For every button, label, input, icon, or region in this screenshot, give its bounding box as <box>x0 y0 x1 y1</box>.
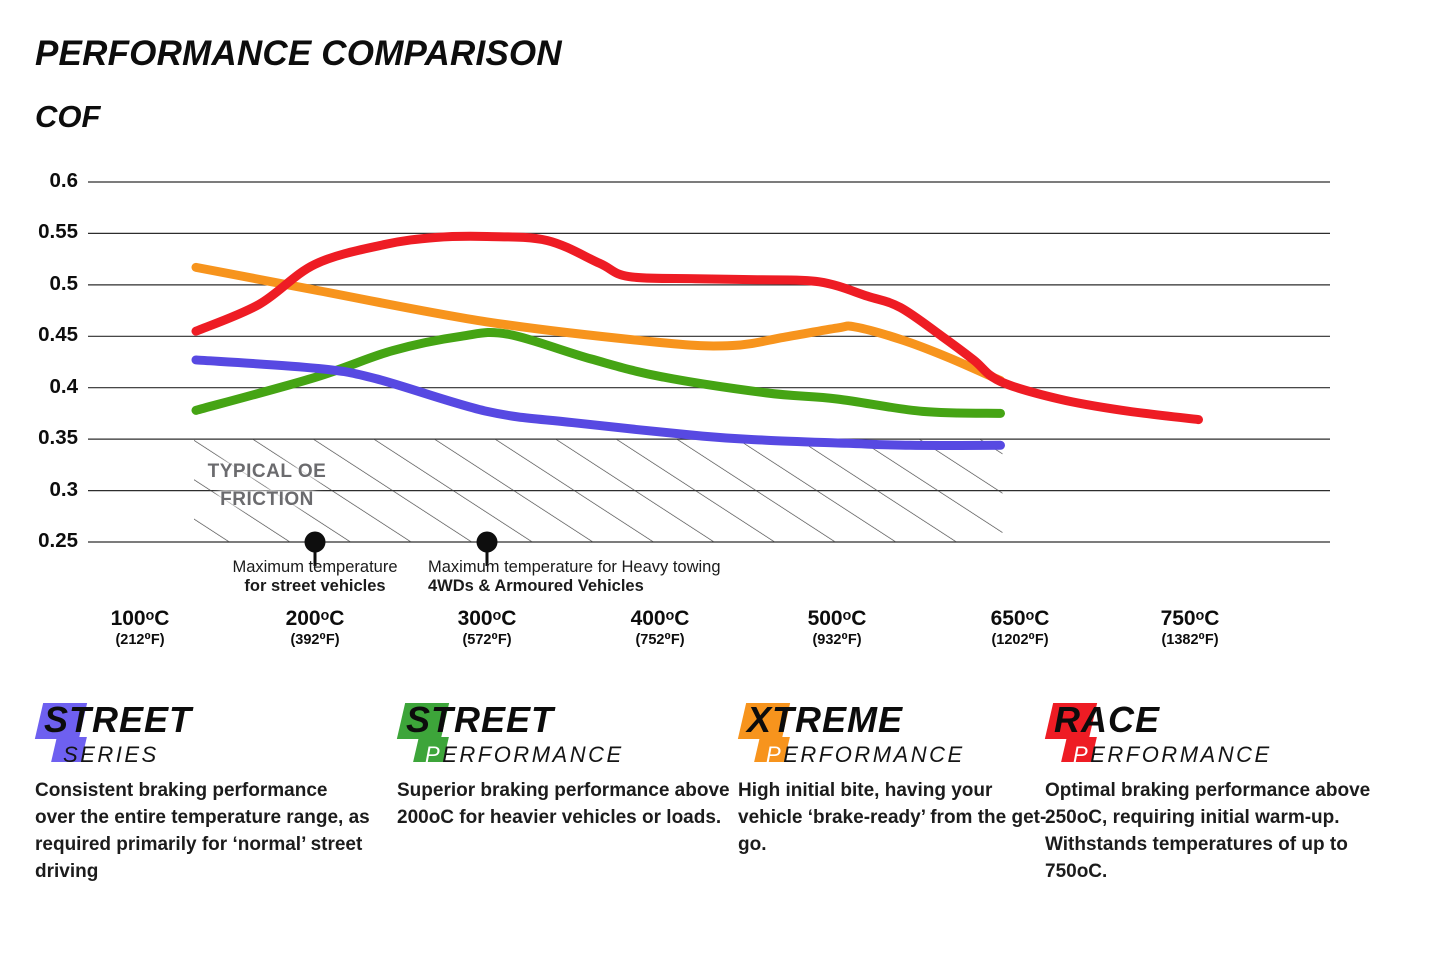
x-tick-label <box>1125 607 1255 649</box>
product-description: Consistent braking performance over the entire temperature range, as required primarily for ‘normal’ street driving <box>35 780 370 882</box>
x-tick-label <box>595 607 725 649</box>
logo-word-2: PERFORMANCE <box>425 742 624 767</box>
x-tick-fahrenheit: (212⁰F) <box>115 632 165 648</box>
x-tick-fahrenheit: (1382⁰F) <box>1161 632 1219 648</box>
x-tick-fahrenheit: (1202⁰F) <box>991 632 1049 648</box>
x-tick-fahrenheit: (932⁰F) <box>812 632 862 648</box>
y-axis-title: COF <box>35 99 101 134</box>
x-tick-celsius: 500ᵒC <box>807 607 867 630</box>
marker-label-line1: Maximum temperature <box>232 558 398 576</box>
y-tick-label: 0.25 <box>38 529 78 552</box>
page-title: PERFORMANCE COMPARISON <box>35 34 562 73</box>
x-tick-celsius: 200ᵒC <box>285 607 345 630</box>
x-tick-label <box>955 607 1085 649</box>
marker-dot <box>477 532 498 553</box>
legend-street-series <box>35 697 370 885</box>
x-tick-celsius: 300ᵒC <box>457 607 517 630</box>
x-tick-fahrenheit: (392⁰F) <box>290 632 340 648</box>
legend-street-performance <box>397 697 732 831</box>
x-tick-celsius: 650ᵒC <box>990 607 1050 630</box>
marker-label <box>428 558 758 596</box>
product-description: Optimal braking performance above 250oC, requiring initial warm-up. Withstands temperatures of up to 750oC. <box>1045 780 1371 882</box>
product-description: High initial bite, having your vehicle ‘brake-ready’ from the get-go. <box>738 780 1047 855</box>
x-tick-fahrenheit: (752⁰F) <box>635 632 685 648</box>
series-line-street-performance <box>196 332 1001 413</box>
marker-label <box>165 558 465 596</box>
logo-word-1: XTREME <box>747 699 904 740</box>
marker-label-line2: for street vehicles <box>244 577 386 595</box>
logo-word-2: PERFORMANCE <box>1073 742 1272 767</box>
logo-word-2: SERIES <box>63 742 159 767</box>
xtreme-performance-logo <box>738 697 1048 775</box>
logo-word-1: STREET <box>406 699 555 740</box>
x-tick-celsius: 100ᵒC <box>110 607 170 630</box>
series-line-race-performance <box>196 236 1199 419</box>
logo-word-1: STREET <box>44 699 193 740</box>
x-tick-label <box>75 607 205 649</box>
y-tick-label: 0.45 <box>38 323 78 347</box>
logo-word-2: PERFORMANCE <box>766 742 965 767</box>
legend-xtreme-performance <box>738 697 1048 858</box>
oe-friction-band-label: TYPICAL OE FRICTION <box>207 461 327 510</box>
product-description: Superior braking performance above 200oC for heavier vehicles or loads. <box>397 780 730 828</box>
x-tick-celsius: 400ᵒC <box>630 607 690 630</box>
y-tick-label: 0.3 <box>49 477 78 501</box>
logo-word-1: RACE <box>1054 699 1161 740</box>
x-tick-celsius: 750ᵒC <box>1160 607 1220 630</box>
y-tick-label: 0.55 <box>38 220 78 244</box>
y-tick-label: 0.4 <box>49 374 78 398</box>
y-tick-label: 0.5 <box>49 271 78 295</box>
x-tick-label <box>772 607 902 649</box>
y-tick-label: 0.6 <box>49 169 78 192</box>
x-tick-label <box>422 607 552 649</box>
marker-label-line1: Maximum temperature for Heavy towing <box>428 558 721 576</box>
street-series-logo <box>35 697 370 775</box>
x-tick-label <box>250 607 380 649</box>
street-performance-logo <box>397 697 732 775</box>
marker-dot <box>305 532 326 553</box>
legend-race-performance <box>1045 697 1393 885</box>
x-tick-fahrenheit: (572⁰F) <box>462 632 512 648</box>
race-performance-logo <box>1045 697 1393 775</box>
marker-label-line2: 4WDs & Armoured Vehicles <box>428 577 644 595</box>
y-tick-label: 0.35 <box>38 426 78 450</box>
